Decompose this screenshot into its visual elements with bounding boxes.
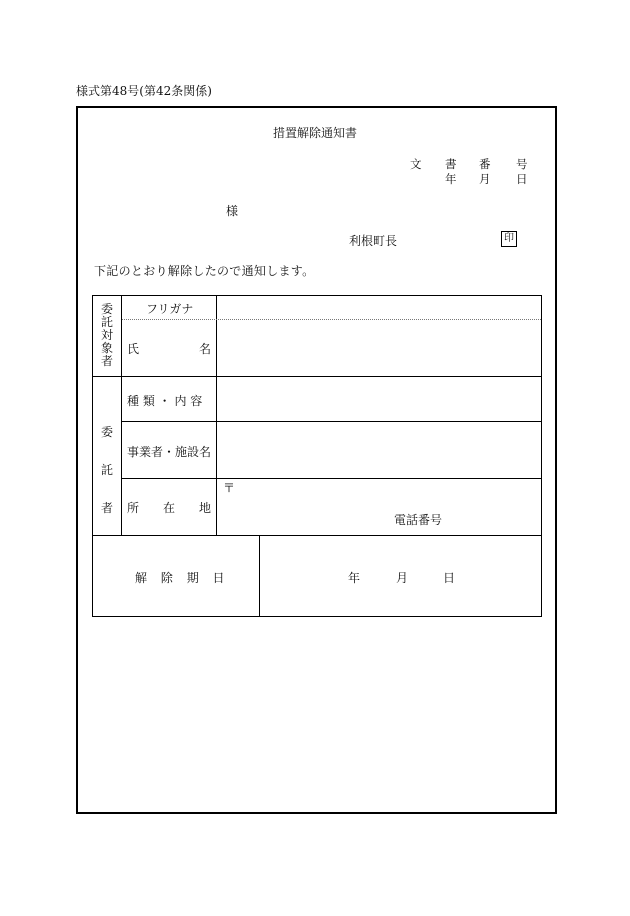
release-char: 日	[212, 571, 225, 585]
type-content-label: 種 類 ・ 内 容	[127, 394, 203, 408]
release-year: 年	[348, 571, 361, 585]
release-month: 月	[396, 571, 409, 585]
group2-char: 者	[100, 501, 113, 515]
date-day: 日	[516, 172, 528, 186]
docno-char: 書	[445, 157, 457, 171]
group1-char: 象	[100, 341, 113, 355]
group1-char: 託	[100, 315, 113, 329]
group1-char: 委	[100, 302, 113, 316]
group1-char: 者	[100, 354, 113, 368]
docno-char: 号	[516, 157, 528, 171]
docno-char: 文	[410, 157, 422, 171]
release-date-label	[135, 569, 225, 586]
furigana-label: フリガナ	[146, 302, 194, 316]
release-char: 解	[135, 571, 148, 585]
operator-facility-label: 事業者・施設名	[127, 445, 212, 459]
seal-mark: 印	[501, 231, 517, 247]
name-label-second: 名	[199, 342, 212, 356]
form-number-label: 様式第48号(第42条関係)	[76, 84, 212, 98]
group-label-consignor	[100, 413, 114, 527]
release-day: 日	[443, 571, 456, 585]
group-label-trust-target	[100, 303, 114, 368]
document-frame	[76, 106, 557, 814]
address-label-2: 在	[163, 501, 176, 515]
sender-name: 利根町長	[349, 234, 398, 248]
intro-text: 下記のとおり解除したので通知します。	[94, 264, 315, 278]
document-title: 措置解除通知書	[272, 126, 357, 140]
group2-char: 委	[100, 425, 113, 439]
release-char: 除	[160, 571, 173, 585]
issue-date-label	[0, 171, 630, 185]
date-year: 年	[445, 172, 457, 186]
phone-label: 電話番号	[394, 513, 443, 527]
name-label-first: 氏	[127, 342, 140, 356]
date-month: 月	[479, 172, 491, 186]
postal-mark: 〒	[223, 481, 236, 495]
address-label-3: 地	[199, 501, 212, 515]
group2-char: 託	[100, 463, 113, 477]
docno-char: 番	[479, 157, 491, 171]
group1-char: 対	[100, 328, 113, 342]
address-label-1: 所	[127, 501, 140, 515]
addressee-suffix: 様	[226, 204, 239, 218]
document-number-label	[0, 156, 630, 170]
release-char: 期	[186, 571, 199, 585]
